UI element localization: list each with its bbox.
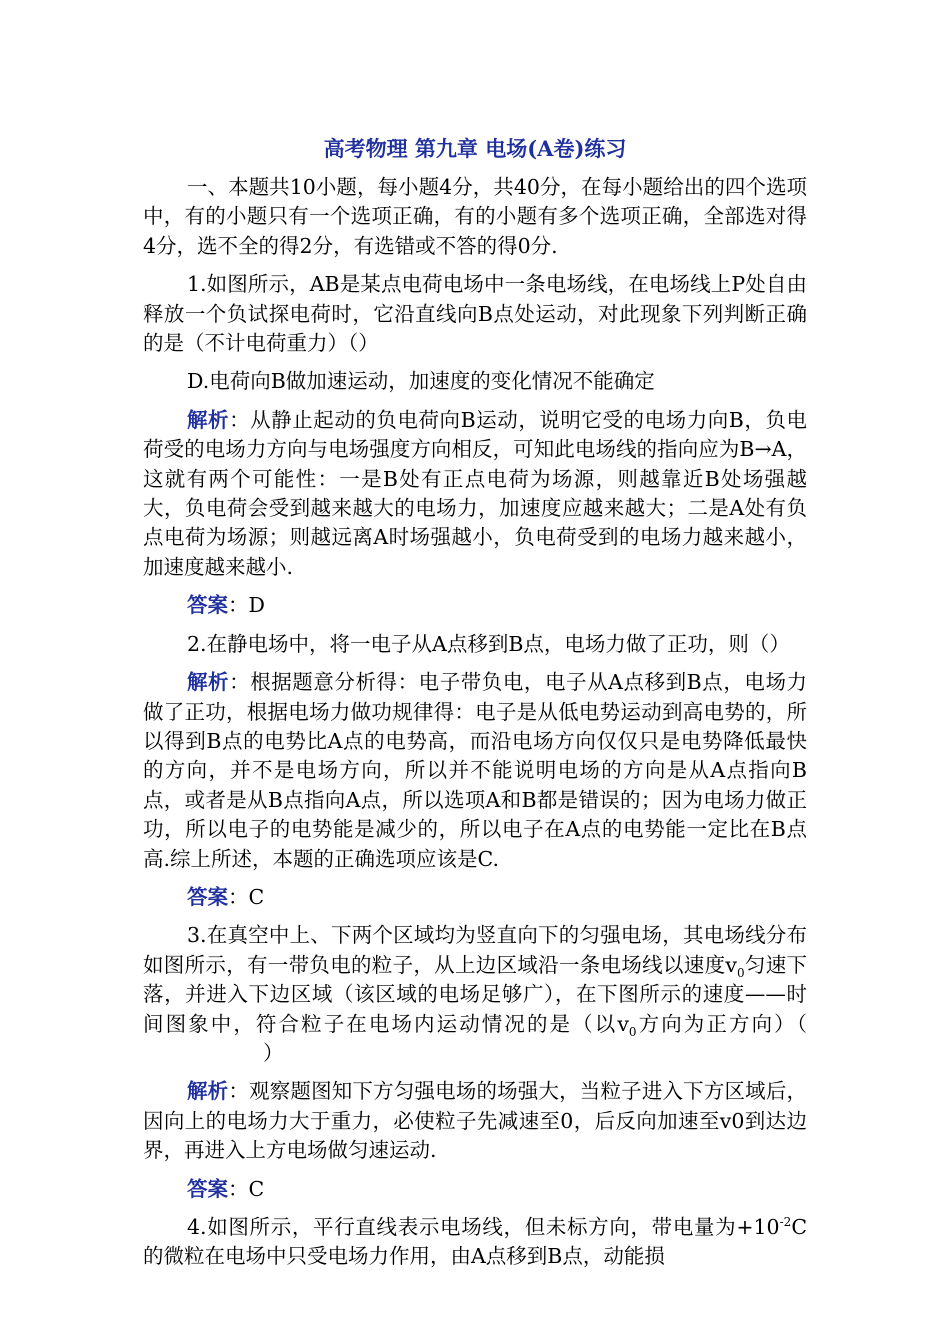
question-1-option-d: D.电荷向B做加速运动，加速度的变化情况不能确定 xyxy=(187,369,655,394)
question-text: 匀速下落，并进入下边区域（该区域的电场足够广），在下图所示的速度——时间图象中，符合粒子在电场内运动情况的是（以v xyxy=(143,952,807,1036)
subscript-zero: 0 xyxy=(628,1024,637,1039)
answer-label: 答案 xyxy=(187,884,228,909)
analysis-text: 从静止起动的负电荷向B运动，说明它受的电场力向B，负电荷受的电场力方向与电场强度方向相反，可知此电场线的指向应为B→A，这就有两个可能性：一是B处有正点电荷为场源，则越靠近B处场强越大，负电荷会受到越来越大的电场力，加速度应越来越大；二是A处有负点电荷为场源；则越远离A时场强越小，负电荷受到的电场力越来越小，加速度越来越小. xyxy=(143,407,807,579)
colon: ： xyxy=(228,884,249,909)
section-instructions: 一、本题共10小题，每小题4分，共40分，在每小题给出的四个选项中，有的小题只有一个选项正确，有的小题有多个选项正确，全部选对得4分，选不全的得2分，有选错或不答的得0分. xyxy=(143,175,807,258)
question-2-analysis xyxy=(143,668,807,874)
question-text: 方向为正方向）（ xyxy=(636,1011,807,1036)
question-text: C的微粒在电场中只受电场力作用，由A点移到B点，动能损 xyxy=(143,1215,807,1269)
answer-value: D xyxy=(248,593,265,618)
page-title: 高考物理 第九章 电场(A卷)练习 xyxy=(323,136,627,161)
question-text: 4.如图所示，平行直线表示电场线，但未标方向，带电量为+10 xyxy=(187,1215,780,1239)
answer-value: C xyxy=(248,884,265,909)
superscript-exponent: -2 xyxy=(779,1215,792,1230)
subscript-zero: 0 xyxy=(736,965,745,980)
question-3-answer xyxy=(143,1175,807,1204)
analysis-label: 解析 xyxy=(187,670,230,695)
analysis-label: 解析 xyxy=(187,407,230,432)
colon: ： xyxy=(229,407,251,432)
analysis-text: 根据题意分析得：电子带负电，电子从A点移到B点，电场力做了正功，根据电场力做功规律得：电子是从低电势运动到高电势的，所以得到B点的电势比A点的电势高，而沿电场方向仅仅只是电势降低最快的方向，并不是电场方向，所以并不能说明电场的方向是从A点指向B点，或者是从B点指向A点，所以选项A和B都是错误的；因为电场力做正功，所以电子的电势能是减少的，所以电子在A点的电势能一定比在B点高.综上所述，本题的正确选项应该是C. xyxy=(143,670,808,871)
answer-label: 答案 xyxy=(187,593,228,618)
colon: ： xyxy=(228,1176,249,1201)
answer-label: 答案 xyxy=(187,1176,228,1201)
question-2: 2.在静电场中，将一电子从A点移到B点，电场力做了正功，则（） xyxy=(187,631,790,656)
analysis-label: 解析 xyxy=(187,1079,229,1104)
colon: ： xyxy=(228,1079,250,1104)
answer-value: C xyxy=(248,1176,265,1201)
question-text: ） xyxy=(263,1040,284,1065)
document-page xyxy=(143,134,807,1281)
question-text: 3.在真空中上、下两个区域均为竖直向下的匀强电场，其电场线分布如图所示，有一带负电的粒子，从上边区域沿一条电场线以速度v xyxy=(143,923,807,977)
question-3 xyxy=(143,921,807,1068)
analysis-text: 观察题图知下方匀强电场的场强大，当粒子进入下方区域后，因向上的电场力大于重力，必使粒子先减速至0，后反向加速至v0到达边界，再进入上方电场做匀速运动. xyxy=(143,1079,808,1163)
question-2-answer xyxy=(143,883,807,912)
colon: ： xyxy=(229,670,251,695)
colon: ： xyxy=(228,593,249,618)
question-1-analysis xyxy=(143,406,807,582)
question-1: 1.如图所示，AB是某点电荷电场中一条电场线，在电场线上P处自由释放一个负试探电荷时，它沿直线向B点处运动，对此现象下列判断正确的是（不计电荷重力）（） xyxy=(143,272,807,356)
question-4 xyxy=(143,1213,807,1272)
question-1-answer xyxy=(143,591,807,620)
question-3-analysis xyxy=(143,1077,807,1165)
